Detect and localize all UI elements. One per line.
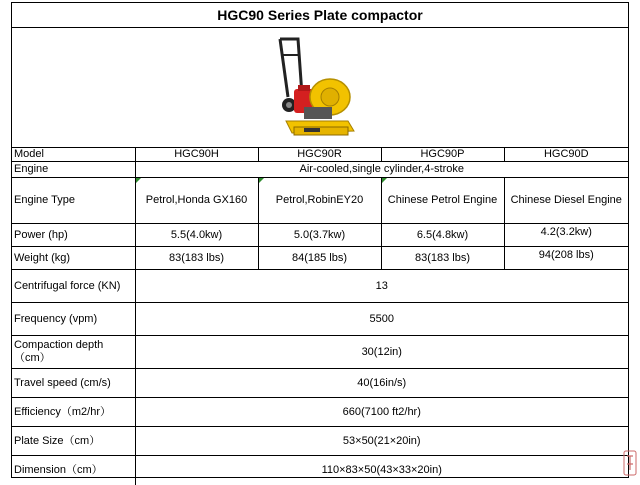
table-row-efficiency [12,398,628,427]
power-cell: 5.5(4.0kw) [135,224,258,247]
engine-value: Air-cooled,single cylinder,4-stroke [135,162,628,178]
model-header: HGC90H [135,148,258,162]
plate-compactor-image [268,33,358,143]
compaction-value: 30(12in) [135,336,628,369]
centrifugal-value: 13 [135,270,628,303]
sheet-title: HGC90 Series Plate compactor [12,3,628,28]
table-row-power [12,224,628,247]
model-header: HGC90D [504,148,628,162]
model-header: HGC90P [381,148,504,162]
weight-cell: 84(185 lbs) [258,247,381,270]
row-label-engine: Engine [12,162,135,178]
row-label-centrifugal: Centrifugal force (KN) [12,270,135,303]
frequency-value: 5500 [135,303,628,336]
weight-cell: 83(183 lbs) [135,247,258,270]
row-label-plate: Plate Size（cm） [12,427,135,456]
row-label-efficiency: Efficiency（m2/hr） [12,398,135,427]
table-row-plate [12,427,628,456]
row-label-travel: Travel speed (cm/s) [12,369,135,398]
product-photo-cell [12,27,628,148]
row-label-model: Model [12,148,135,162]
watermark-logo-icon [623,450,637,476]
row-label-power: Power (hp) [12,224,135,247]
spec-sheet [11,2,629,478]
power-cell: 5.0(3.7kw) [258,224,381,247]
dimension-value: 110×83×50(43×33×20in) [135,456,628,485]
engine-type-cell: Petrol,RobinEY20 [258,178,381,224]
table-row-weight [12,247,628,270]
row-label-frequency: Frequency (vpm) [12,303,135,336]
engine-type-cell: Petrol,Honda GX160 [135,178,258,224]
efficiency-value: 660(7100 ft2/hr) [135,398,628,427]
power-cell: 4.2(3.2kw) [504,224,628,247]
table-row-centrifugal [12,270,628,303]
power-cell: 6.5(4.8kw) [381,224,504,247]
model-header: HGC90R [258,148,381,162]
weight-cell: 83(183 lbs) [381,247,504,270]
table-row-model [12,148,628,162]
row-label-engine-type: Engine Type [12,178,135,224]
row-label-weight: Weight (kg) [12,247,135,270]
table-row-engine [12,162,628,178]
table-row-compaction [12,336,628,369]
weight-cell: 94(208 lbs) [504,247,628,270]
spec-table [12,147,628,485]
engine-type-cell: Chinese Petrol Engine [381,178,504,224]
engine-type-cell: Chinese Diesel Engine [504,178,628,224]
table-row-travel [12,369,628,398]
plate-value: 53×50(21×20in) [135,427,628,456]
table-row-dimension [12,456,628,485]
table-row-frequency [12,303,628,336]
travel-value: 40(16in/s) [135,369,628,398]
table-row-engine-type [12,178,628,224]
row-label-compaction: Compaction depth （cm） [12,336,135,369]
row-label-dimension: Dimension（cm） [12,456,135,485]
